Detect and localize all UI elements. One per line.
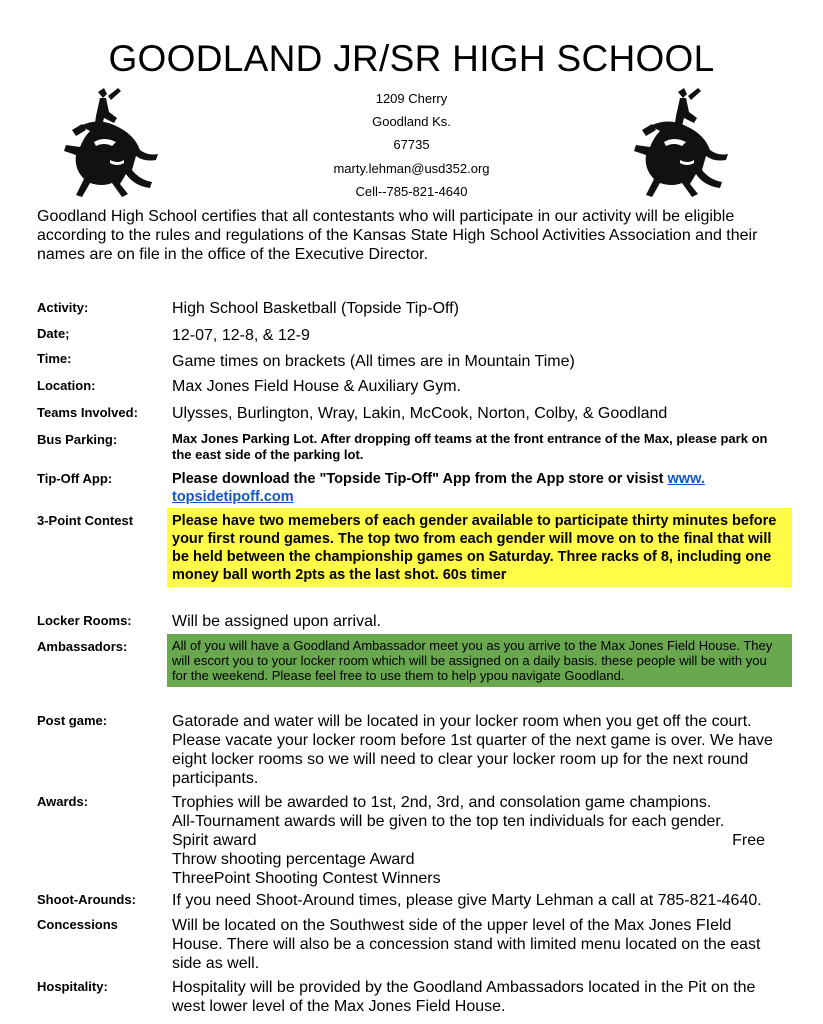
tipoff-app-value [172, 470, 775, 506]
teams-value: Ulysses, Burlington, Wray, Lakin, McCook, Norton, Colby, & Goodland [172, 405, 668, 422]
hospitality-value: Hospitality will be provided by the Goodland Ambassadors located in the Pit on the west lower level of the Max Jones Field House. [172, 979, 756, 1015]
awards-label: Awards: [37, 794, 89, 809]
locker-rooms-label: Locker Rooms: [37, 613, 132, 628]
shoot-arounds-value: If you need Shoot-Around times, please give Marty Lehman a call at 785-821-4640. [172, 892, 762, 909]
concessions-value: Will be located on the Southwest side of the upper level of the Max Jones FIeld House. There will also be a concession stand with limited menu located on the east side as well. [172, 917, 761, 972]
3point-contest-label: 3-Point Contest [37, 513, 134, 528]
tipoff-website-link[interactable]: www. topsidetipoff.com [172, 471, 705, 505]
post-game-value: Gatorade and water will be located in your locker room when you get off the court. Please vacate your locker room before 1st quarter of the next game is over. We have eight locker rooms so we will need to clear your locker room up for the next round participants. [172, 713, 773, 787]
hospitality-label: Hospitality: [37, 979, 108, 994]
time-label: Time: [37, 351, 72, 366]
address-city: Goodland Ks. [372, 114, 451, 129]
teams-label: Teams Involved: [37, 405, 138, 420]
ambassadors-value: All of you will have a Goodland Ambassador meet you as you arrive to the Max Jones Field House. They will escort you to your locker room which will be assigned on a daily basis. these people will be with you for the weekend. Please feel free to use them to help ypou navigate Goodland. [167, 634, 792, 687]
awards-value [172, 793, 775, 888]
certification-statement: Goodland High School certifies that all contestants who will participate in our activity will be eligible according to the rules and regulations of the Kansas State High School Activities Association and their names are on file in the office of the Executive Director. [37, 208, 758, 263]
time-value: Game times on brackets (All times are in Mountain Time) [172, 353, 575, 370]
date-label: Date; [37, 326, 70, 341]
awards-line-trophies: Trophies will be awarded to 1st, 2nd, 3rd, and consolation game champions. [172, 794, 712, 811]
location-label: Location: [37, 378, 96, 393]
address-street: 1209 Cherry [375, 91, 448, 106]
awards-line-three-point: ThreePoint Shooting Contest Winners [172, 870, 441, 887]
bus-parking-label: Bus Parking: [37, 432, 118, 447]
locker-rooms-value: Will be assigned upon arrival. [172, 613, 381, 630]
tipoff-app-text: Please download the "Topside Tip-Off" App from the App store or visist [172, 471, 668, 487]
concessions-label: Concessions [37, 917, 118, 932]
bronco-rider-logo-left [50, 86, 170, 201]
shoot-arounds-label: Shoot-Arounds: [37, 892, 136, 907]
awards-line-free-throw: Throw shooting percentage Award [172, 851, 415, 868]
contact-phone: Cell--785-821-4640 [355, 184, 468, 199]
date-value: 12-07, 12-8, & 12-9 [172, 327, 310, 344]
contact-email: marty.lehman@usd352.org [333, 161, 490, 176]
page-title: GOODLAND JR/SR HIGH SCHOOL [108, 38, 715, 79]
location-value: Max Jones Field House & Auxiliary Gym. [172, 378, 461, 395]
activity-value: High School Basketball (Topside Tip-Off) [172, 300, 459, 317]
ambassadors-label: Ambassadors: [37, 639, 128, 654]
bus-parking-value: Max Jones Parking Lot. After dropping off teams at the front entrance of the Max, please park on the east side of the parking lot. [172, 431, 768, 462]
address-zip: 67735 [393, 137, 430, 152]
activity-label: Activity: [37, 300, 89, 315]
post-game-label: Post game: [37, 713, 108, 728]
tipoff-app-label: Tip-Off App: [37, 471, 113, 486]
bronco-rider-logo-right [620, 86, 740, 201]
awards-line-all-tournament: All-Tournament awards will be given to the top ten individuals for each gender. [172, 813, 725, 830]
3point-contest-value: Please have two memebers of each gender available to participate thirty minutes before your first round games. The top two from each gender will move on to the final that will be held between the championship games on Saturday. Three racks of 8, including one money ball worth 2pts as the last shot. 60s timer [167, 508, 792, 587]
awards-line-spirit: Spirit award Free [172, 832, 765, 849]
